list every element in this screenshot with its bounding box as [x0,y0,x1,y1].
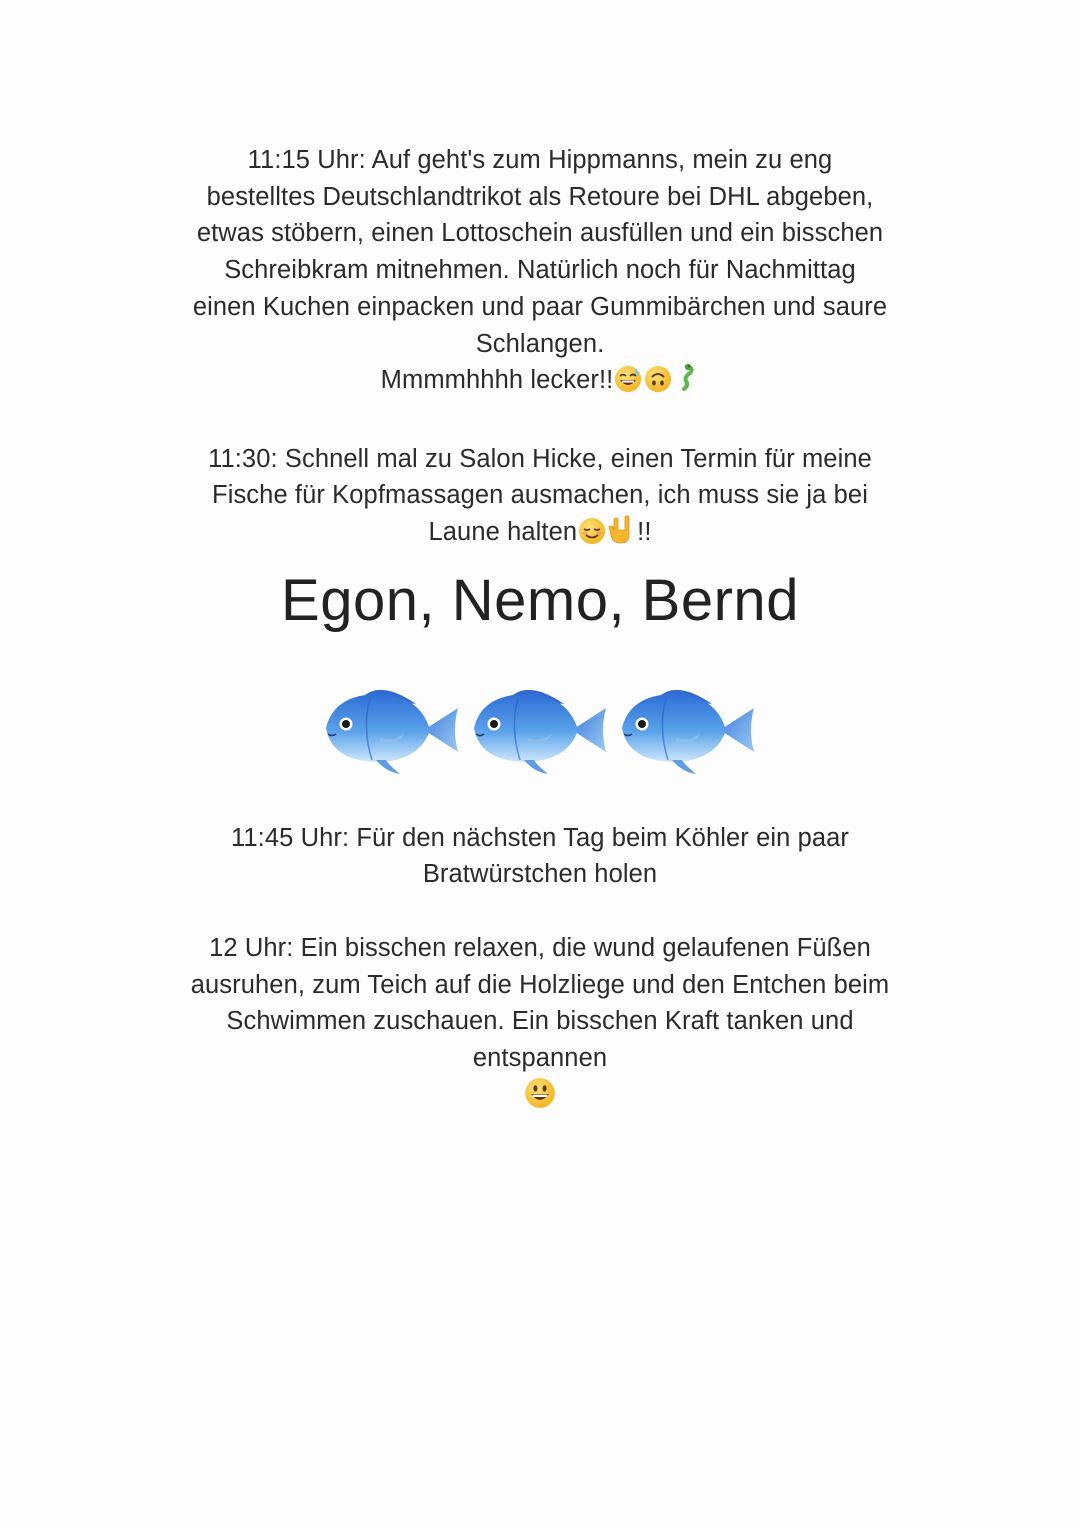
entry-line: Schwimmen zuschauen. Ein bisschen Kraft tanken und [226,1007,854,1036]
smiling-face-emoji-icon [578,517,606,556]
entry-line [160,514,920,556]
exclaim-text: Mmmmhhhh lecker!! [380,366,614,395]
entry-line: Bratwürstchen holen [422,860,658,889]
spacer [160,404,920,441]
entry-line: ausruhen, zum Teich auf die Holzliege und den Entchen beim [190,970,890,999]
entry-line: 11:45 Uhr: Für den nächsten Tag beim Köhler ein paar [230,823,850,852]
entry-line: 12 Uhr: Ein bisschen relaxen, die wund gelaufenen Füßen [209,933,871,962]
entry-line: 11:15 Uhr: Auf geht's zum Hippmanns, mein zu eng [247,146,833,174]
spacer [160,893,920,930]
snake-emoji-icon [674,363,698,404]
entry-line: entspannen [472,1043,608,1072]
entry-line: Schreibkram mitnehmen. Natürlich noch für Nachmittag [224,256,856,285]
sweat-smile-emoji-icon [614,365,642,404]
fish-row [160,678,920,778]
entry-line: etwas stöbern, einen Lottoschein ausfüllen und ein bisschen [196,219,884,248]
fish-names-heading: Egon, Nemo, Bernd [281,567,799,633]
entry-line: Fische für Kopfmassagen ausmachen, ich muss sie ja bei [212,481,868,510]
upside-down-face-emoji-icon [644,365,672,404]
fish-icon [468,678,612,778]
entry-12 [160,930,920,1117]
entry-line: Schlangen. [475,329,605,358]
entry-text: Laune halten [428,518,578,547]
entry-1145 [160,820,920,893]
entry-line: einen Kuchen einpacken und paar Gummibärchen und saure [192,292,888,321]
love-you-gesture-emoji-icon [608,515,636,556]
entry-suffix: !! [637,518,652,547]
grinning-face-emoji-icon [524,1077,556,1125]
fish-icon [320,678,464,778]
exclaim-line [160,362,920,404]
entry-line: bestelltes Deutschlandtrikot als Retoure bei DHL abgeben, [206,182,874,211]
fish-icon [616,678,760,778]
smiley-line [160,1077,920,1117]
entry-line: 11:30: Schnell mal zu Salon Hicke, einen Termin für meine [208,444,872,473]
entry-1115 [160,142,920,404]
entry-1130 [160,441,920,556]
journal-page [160,142,920,1117]
